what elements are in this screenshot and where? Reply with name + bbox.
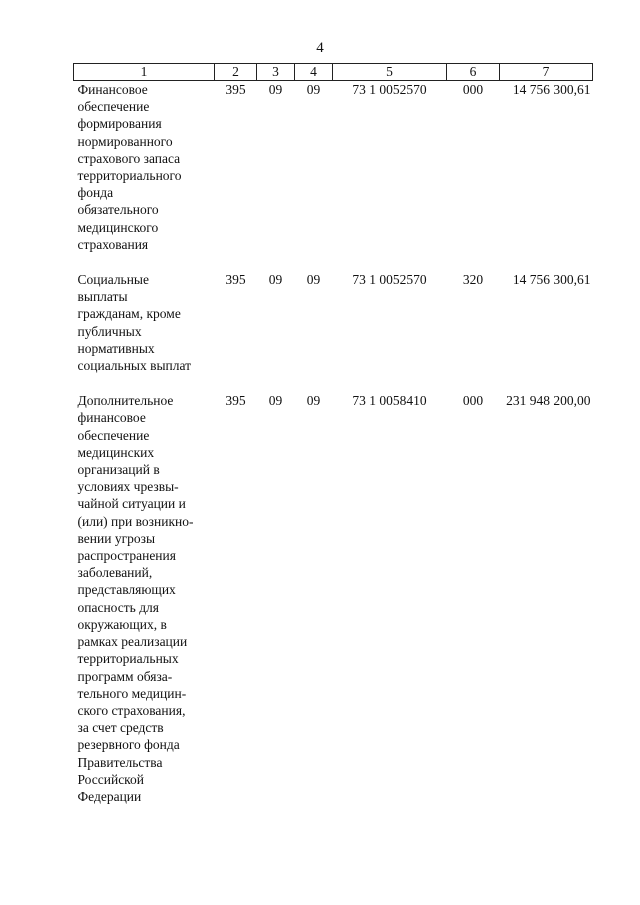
header-col-1: 1 <box>74 64 215 81</box>
row-col3: 09 <box>268 82 283 97</box>
row-col2: 395 <box>225 82 246 97</box>
row-col4: 09 <box>306 393 321 409</box>
row-col3: 09 <box>268 393 283 409</box>
row-col5: 73 1 0052570 <box>352 82 427 97</box>
header-col-6: 6 <box>447 64 500 81</box>
row-name: Дополнительное финансовое обеспечение медицинских организаций в условиях чрезвы- чайной ситуации и (или) при возникно- вении угрозы распространения заболеваний, представляющих опасность для окружающих, в рамках реализации территориальных программ обяза- тельного медицин- ского страхования, за счет средств резервного фонда Правительства Российской Федерации <box>77 393 194 804</box>
header-col-3: 3 <box>257 64 295 81</box>
table-row <box>74 81 593 272</box>
row-col4: 09 <box>306 82 321 97</box>
row-col5: 73 1 0052570 <box>352 272 427 288</box>
row-col7: 231 948 200,00 <box>506 393 591 409</box>
table-row <box>74 392 593 805</box>
row-col6: 320 <box>462 272 484 288</box>
row-col5: 73 1 0058410 <box>352 393 427 409</box>
row-col6: 000 <box>462 393 484 409</box>
header-col-5: 5 <box>333 64 447 81</box>
row-col2: 395 <box>225 393 246 409</box>
row-col6: 000 <box>462 82 484 97</box>
row-col3: 09 <box>268 272 283 288</box>
table-header-row <box>74 64 593 81</box>
header-col-2: 2 <box>215 64 257 81</box>
page-number: 4 <box>316 40 324 56</box>
table-row <box>74 271 593 392</box>
header-col-4: 4 <box>295 64 333 81</box>
budget-table <box>73 63 593 805</box>
row-name: Финансовое обеспечение формирования нормированного страхового запаса территориального фонда обязательного медицинского страхования <box>77 82 182 252</box>
header-col-7: 7 <box>500 64 593 81</box>
row-name: Социальные выплаты гражданам, кроме публичных нормативных социальных выплат <box>77 272 192 374</box>
row-col7: 14 756 300,61 <box>512 82 591 97</box>
row-col4: 09 <box>306 272 321 288</box>
row-col7: 14 756 300,61 <box>512 272 591 288</box>
row-col2: 395 <box>225 272 246 288</box>
